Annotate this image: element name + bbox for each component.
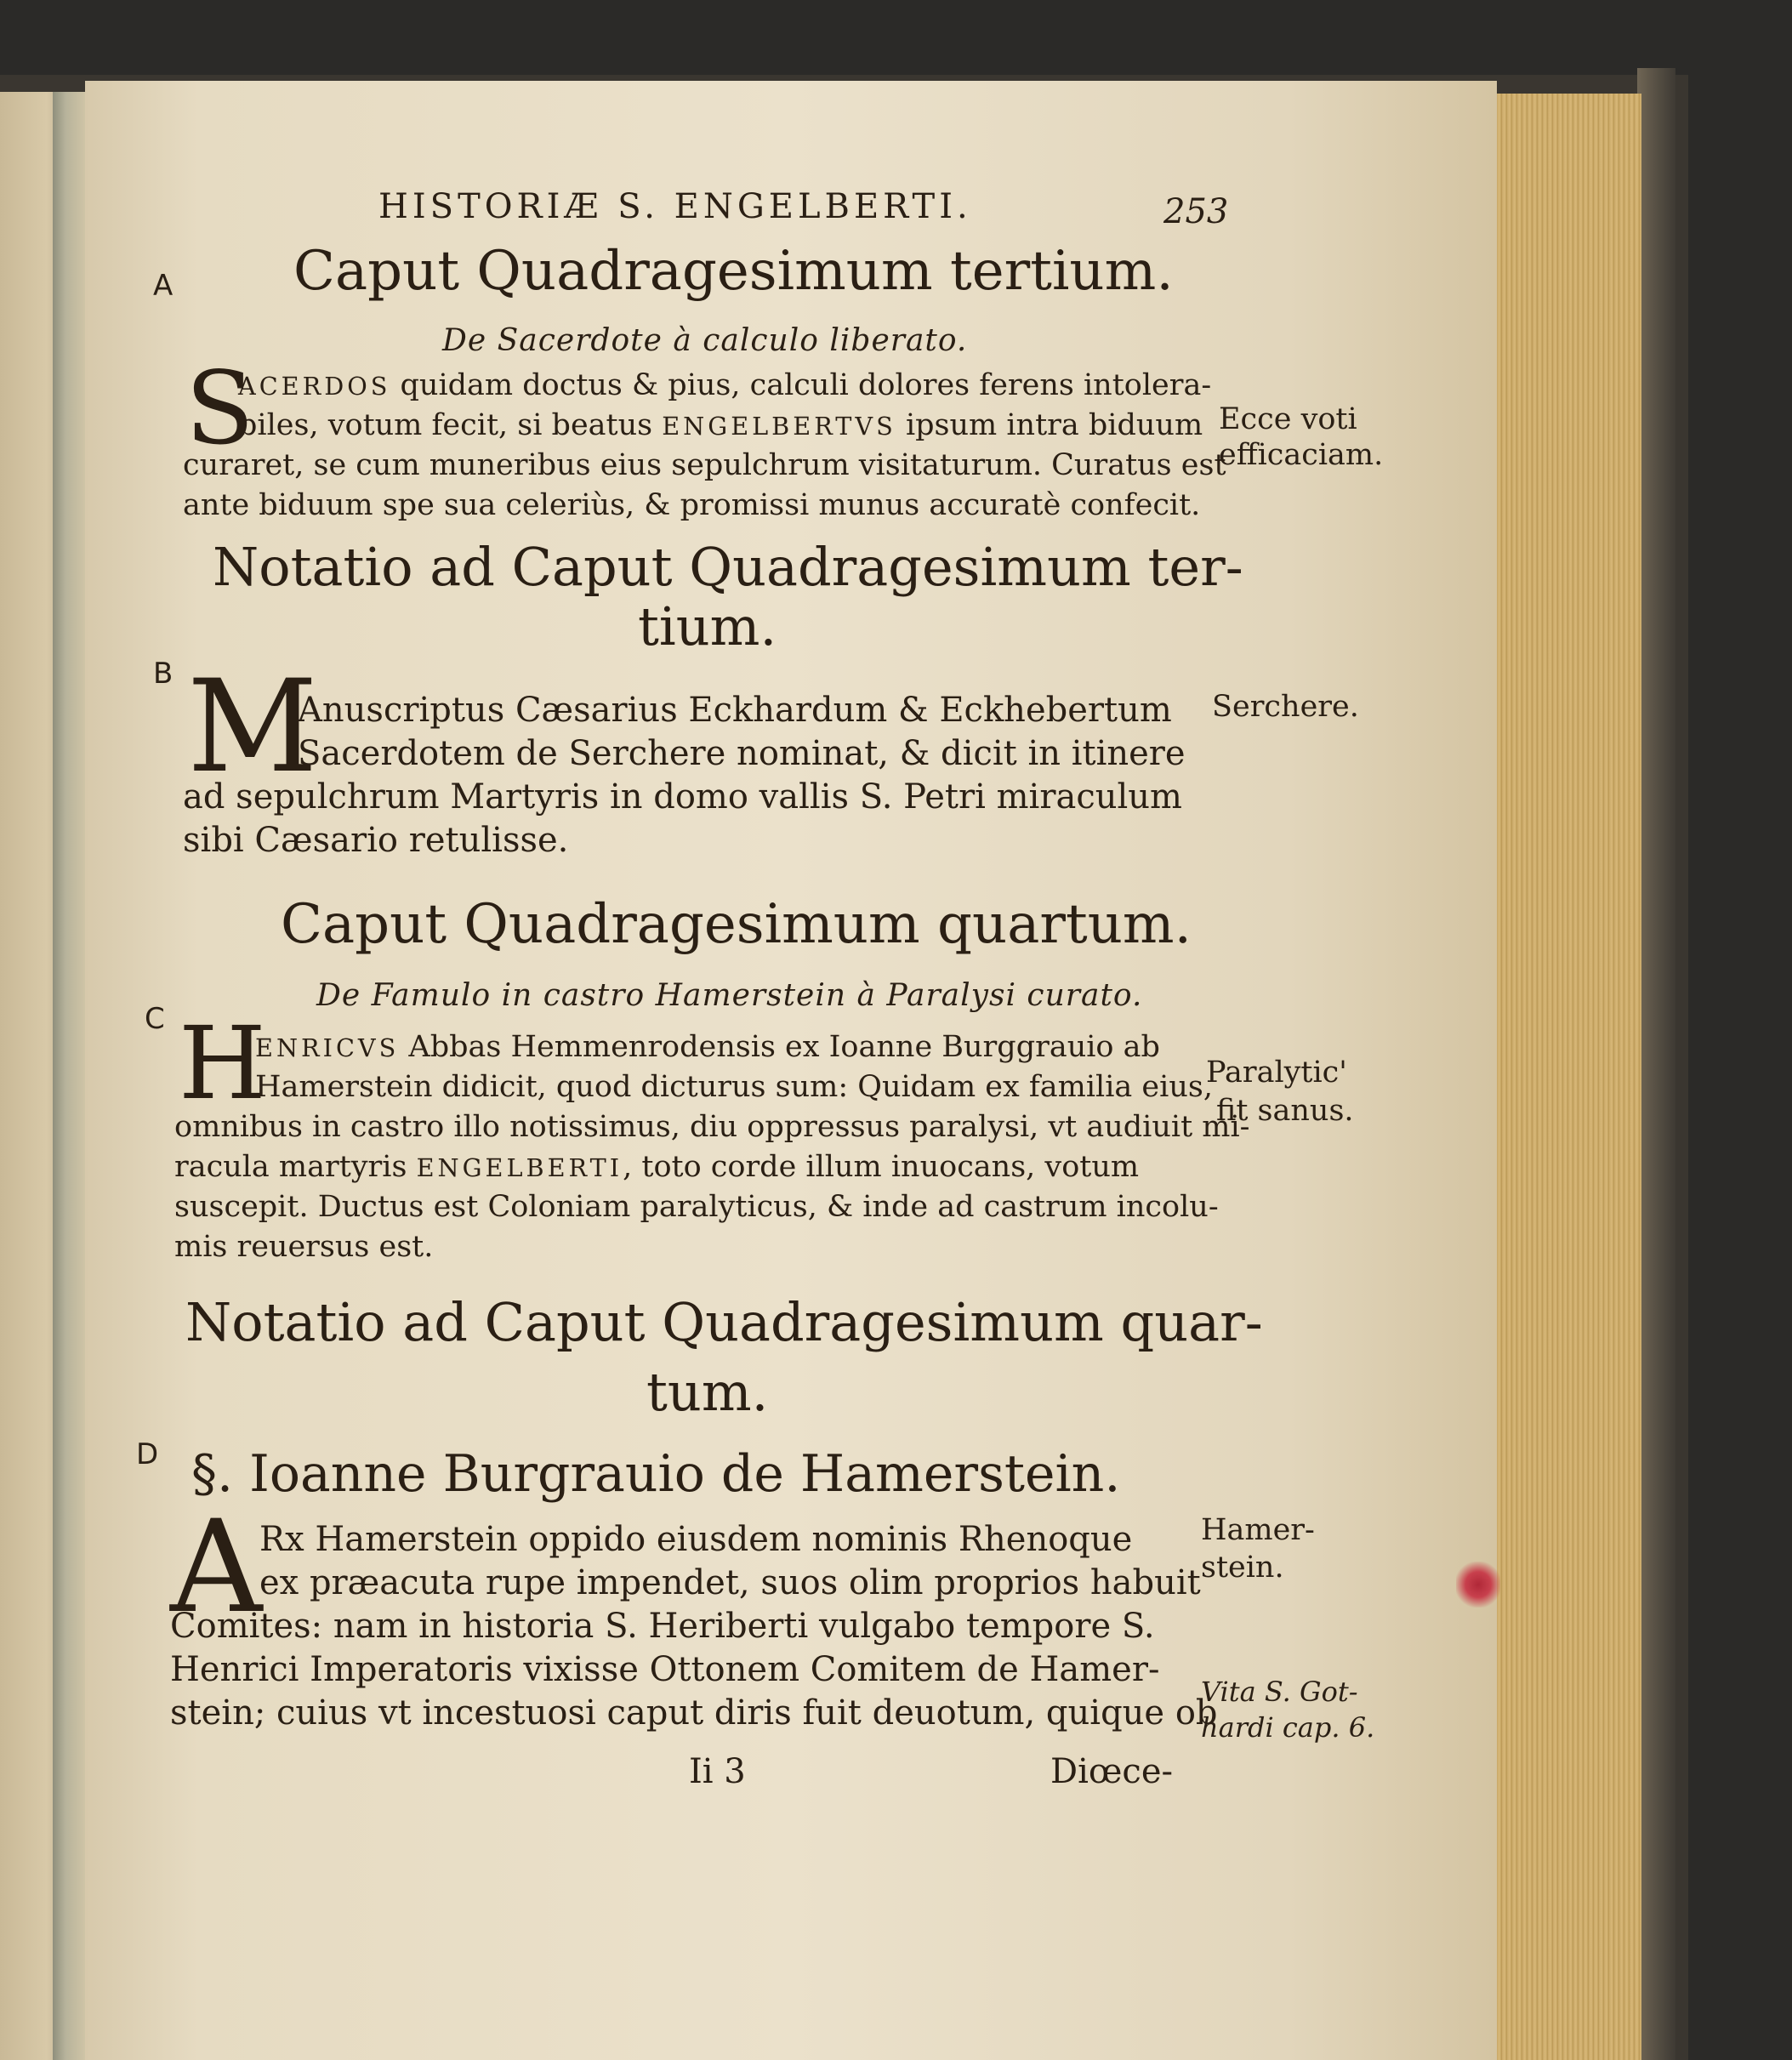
text: quidam doctus & pius, calculi dolores ferens intolera- xyxy=(390,368,1212,402)
chapter-44-line-5: suscepit. Ductus est Coloniam paralyticus, & inde ad castrum incolu- xyxy=(174,1190,1219,1224)
notatio-43-line-4: sibi Cæsario retulisse. xyxy=(183,821,569,860)
margin-note-efficaciam: efficaciam. xyxy=(1219,438,1384,472)
chapter-43-dropcap: S xyxy=(185,350,254,467)
book-cover-edge xyxy=(1637,68,1675,2060)
margin-note-fit-sanus: fit sanus. xyxy=(1216,1094,1354,1128)
margin-note-vita-s-got: Vita S. Got- xyxy=(1201,1676,1358,1708)
section-marker-d: D xyxy=(136,1437,159,1471)
notatio-44-section-heading: §. Ioanne Burgrauio de Hamerstein. xyxy=(191,1444,1121,1504)
notatio-43-line-2: Sacerdotem de Serchere nominat, & dicit in itinere xyxy=(298,734,1186,773)
chapter-44-line-2: Hamerstein didicit, quod dicturus sum: Quidam ex familia eius, xyxy=(255,1070,1213,1104)
notatio-44-line-4: Henrici Imperatoris vixisse Ottonem Comitem de Hamer- xyxy=(170,1650,1160,1689)
chapter-44-title: Caput Quadragesimum quartum. xyxy=(281,893,1192,956)
text: biles, votum fecit, si beatus xyxy=(238,408,663,442)
red-ink-stain xyxy=(1456,1562,1500,1608)
margin-note-hamer: Hamer- xyxy=(1201,1513,1315,1547)
section-marker-b: B xyxy=(153,657,174,691)
notatio-44-title-line-2: tum. xyxy=(646,1361,769,1423)
chapter-43-subtitle: De Sacerdote à calculo liberato. xyxy=(442,323,968,358)
chapter-44-dropcap: H xyxy=(179,1004,266,1122)
chapter-43-title: Caput Quadragesimum tertium. xyxy=(293,240,1174,303)
notatio-43-title-line-1: Notatio ad Caput Quadragesimum ter- xyxy=(213,536,1243,598)
notatio-44-title-line-1: Notatio ad Caput Quadragesimum quar- xyxy=(185,1291,1263,1353)
signature-mark: Ii 3 xyxy=(689,1752,746,1791)
notatio-43-title-line-2: tium. xyxy=(638,595,777,657)
chapter-44-subtitle: De Famulo in castro Hamerstein à Paralysi curato. xyxy=(316,978,1143,1013)
chapter-43-line-2 xyxy=(238,406,1203,447)
section-marker-a: A xyxy=(153,269,174,303)
margin-note-stein: stein. xyxy=(1201,1551,1284,1585)
chapter-44-line-1 xyxy=(255,1027,1160,1068)
notatio-44-line-3: Comites: nam in historia S. Heriberti vulgabo tempore S. xyxy=(170,1607,1155,1646)
notatio-43-line-3: ad sepulchrum Martyris in domo vallis S. Petri miraculum xyxy=(183,777,1182,817)
book-gutter xyxy=(53,92,85,2060)
small-caps: ACERDOS xyxy=(238,372,391,401)
text: ipsum intra biduum xyxy=(896,408,1203,442)
notatio-44-line-5: stein; cuius vt incestuosi caput diris fuit deuotum, quique ob xyxy=(170,1693,1218,1733)
chapter-43-line-1 xyxy=(238,366,1211,407)
page-number: 253 xyxy=(1163,192,1229,231)
text: racula martyris xyxy=(174,1150,417,1184)
text: Abbas Hemmenrodensis ex Ioanne Burggrauio ab xyxy=(399,1030,1160,1064)
chapter-43-line-3: curaret, se cum muneribus eius sepulchrum visitaturum. Curatus est xyxy=(183,448,1226,482)
small-caps: ENGELBERTVS xyxy=(662,412,896,441)
chapter-44-line-6: mis reuersus est. xyxy=(174,1230,434,1264)
small-caps: ENGELBERTI xyxy=(416,1153,623,1182)
margin-note-serchere: Serchere. xyxy=(1212,690,1359,724)
chapter-44-line-3: omnibus in castro illo notissimus, diu oppressus paralysi, vt audiuit mi- xyxy=(174,1110,1250,1144)
chapter-44-line-4 xyxy=(174,1147,1139,1188)
chapter-43-line-4: ante biduum spe sua celeriùs, & promissi munus accuratè confecit. xyxy=(183,488,1201,522)
notatio-44-line-2: ex præacuta rupe impendet, suos olim proprios habuit xyxy=(259,1563,1201,1602)
text: , toto corde illum inuocans, votum xyxy=(623,1150,1140,1184)
section-marker-c: C xyxy=(145,1002,165,1036)
running-head: HISTORIÆ S. ENGELBERTI. xyxy=(378,187,972,226)
small-caps: ENRICVS xyxy=(255,1033,400,1062)
margin-note-paralytic: Paralytic' xyxy=(1206,1056,1347,1090)
notatio-43-dropcap: M xyxy=(187,653,318,801)
catchword: Diœce- xyxy=(1050,1752,1174,1791)
notatio-44-line-1: Rx Hamerstein oppido eiusdem nominis Rhenoque xyxy=(259,1520,1133,1559)
margin-note-ecce-voti: Ecce voti xyxy=(1219,402,1357,436)
notatio-44-dropcap: A xyxy=(170,1494,263,1642)
margin-note-hardi-cap: hardi cap. 6. xyxy=(1201,1711,1375,1744)
notatio-43-line-1: Anuscriptus Cæsarius Eckhardum & Eckhebertum xyxy=(298,691,1172,730)
